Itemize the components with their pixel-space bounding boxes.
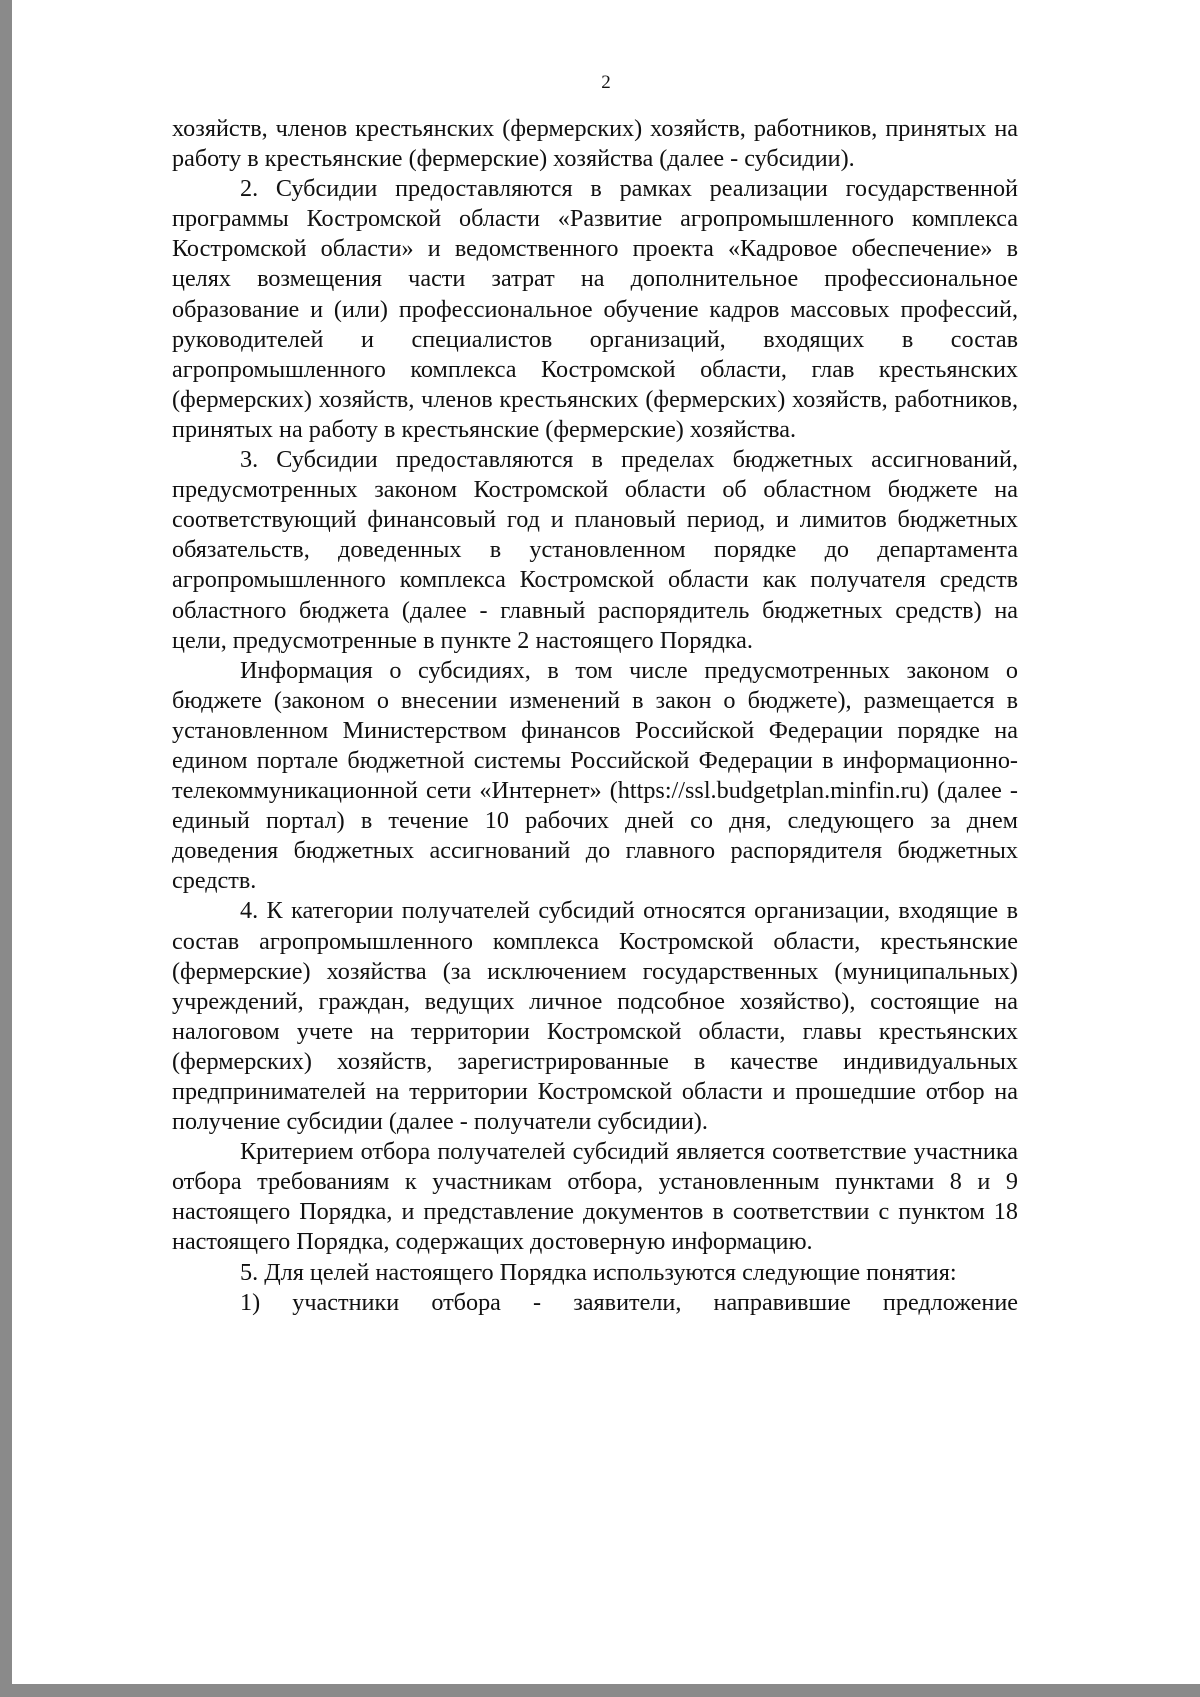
paragraph-item-4: 4. К категории получателей субсидий относятся организации, входящие в состав агропромышленного комплекса Костромской области, крестьянские (фермерские) хозяйства (за исключением государственных (муниципальных) учреждений, граждан, ведущих личное подсобное хозяйство), состоящие на налоговом учете на территории Костромской области, главы крестьянских (фермерских) хозяйств, зарегистрированные в качестве индивидуальных предпринимателей на территории Костромской области и прошедшие отбор на получение субсидии (далее - получатели субсидии). xyxy=(172,897,1018,1136)
paragraph-item-2: 2. Субсидии предоставляются в рамках реализации государственной программы Костромской области «Развитие агропромышленного комплекса Костромской области» и ведомственного проекта «Кадровое обеспечение» в целях возмещения части затрат на дополнительное профессиональное образование и (или) профессиональное обучение кадров массовых профессий, руководителей и специалистов организаций, входящих в состав агропромышленного комплекса Костромской области, глав крестьянских (фермерских) хозяйств, членов крестьянских (фермерских) хозяйств, работников, принятых на работу в крестьянские (фермерские) хозяйства. xyxy=(172,175,1018,443)
document-page xyxy=(12,0,1200,1684)
document-body xyxy=(172,114,1018,1318)
paragraph-definition-1: 1) участники отбора - заявители, направившие предложение xyxy=(240,1288,1018,1316)
page-number: 2 xyxy=(601,72,611,93)
paragraph-selection-criteria: Критерием отбора получателей субсидий является соответствие участника отбора требованиям к участникам отбора, установленным пунктами 8 и 9 настоящего Порядка, и представление документов в соответствии с пунктом 18 настоящего Порядка, содержащих достоверную информацию. xyxy=(172,1138,1018,1256)
paragraph-continuation: хозяйств, членов крестьянских (фермерских) хозяйств, работников, принятых на работу в крестьянские (фермерские) хозяйства (далее - субсидии). xyxy=(172,115,1018,173)
paragraph-item-3: 3. Субсидии предоставляются в пределах бюджетных ассигнований, предусмотренных законом Костромской области об областном бюджете на соответствующий финансовый год и плановый период, и лимитов бюджетных обязательств, доведенных в установленном порядке до департамента агропромышленного комплекса Костромской области как получателя средств областного бюджета (далее - главный распорядитель бюджетных средств) на цели, предусмотренные в пункте 2 настоящего Порядка. xyxy=(172,446,1018,654)
paragraph-item-5: 5. Для целей настоящего Порядка используются следующие понятия: xyxy=(240,1258,957,1286)
paragraph-subsidy-info: Информация о субсидиях, в том числе предусмотренных законом о бюджете (законом о внесении изменений в закон о бюджете), размещается в установленном Министерством финансов Российской Федерации порядке на едином портале бюджетной системы Российской Федерации в информационно-телекоммуникационной сети «Интернет» (https://ssl.budgetplan.minfin.ru) (далее - единый портал) в течение 10 рабочих дней со дня, следующего за днем доведения бюджетных ассигнований до главного распорядителя бюджетных средств. xyxy=(172,656,1018,895)
